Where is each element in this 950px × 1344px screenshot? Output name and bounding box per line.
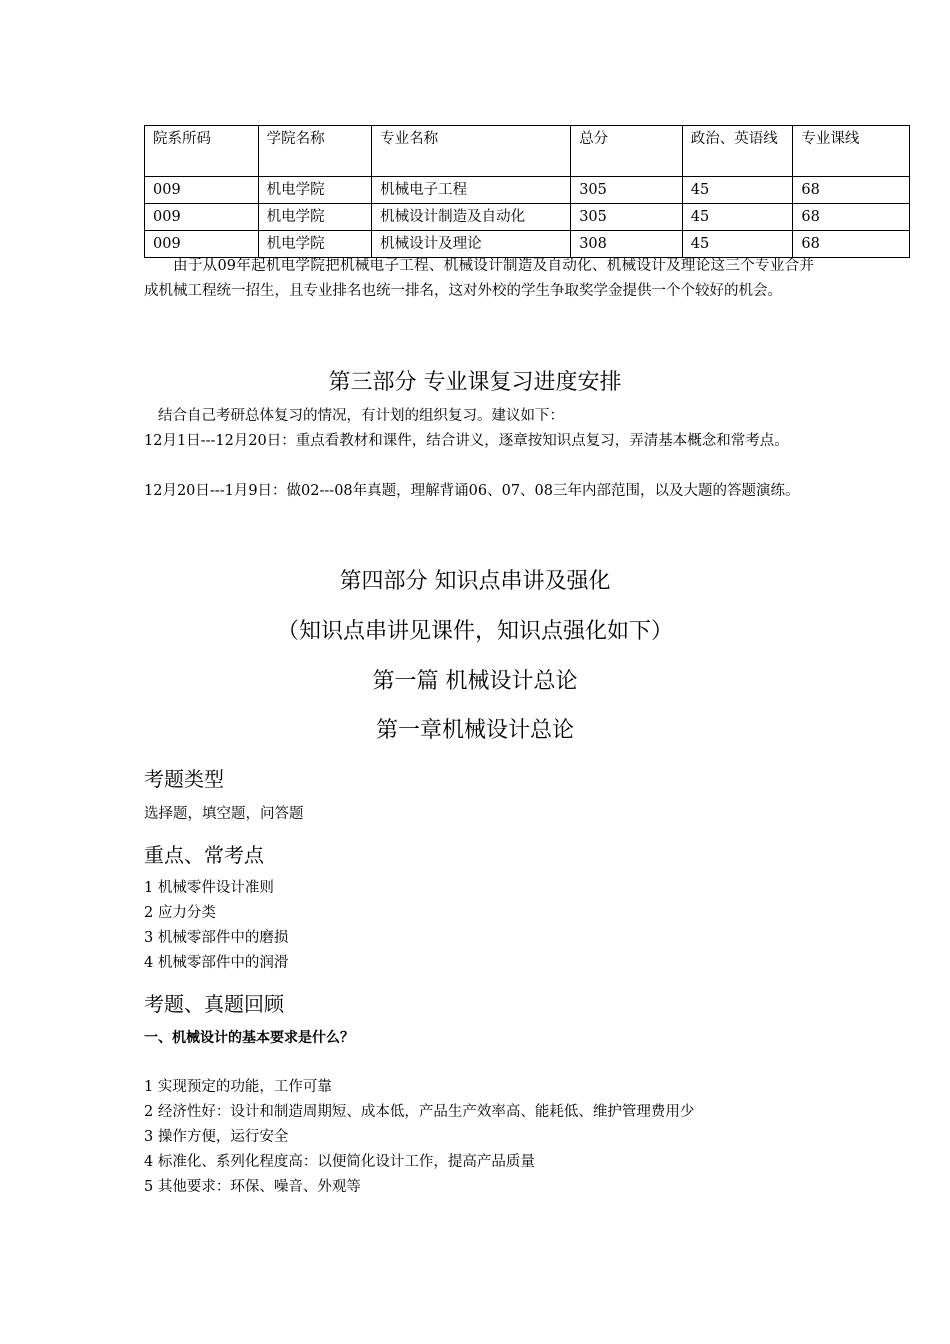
list-item: 2 应力分类 [144,905,216,921]
table-cell: 机电学院 [258,204,372,231]
part4-title: 第四部分 知识点串讲及强化 [339,569,611,594]
list-item: 5 其他要求：环保、噪音、外观等 [144,1179,361,1195]
table-header-cell: 院系所码 [145,126,259,177]
table-cell: 45 [682,204,793,231]
score-line-table [144,125,910,258]
key-points-heading: 重点、常考点 [144,843,264,867]
list-item: 1 实现预定的功能，工作可靠 [144,1079,332,1095]
table-row [145,204,910,231]
review-heading: 考题、真题回顾 [144,992,284,1016]
exam-types-text: 选择题，填空题，问答题 [144,806,304,822]
table-cell: 机械电子工程 [372,177,571,204]
list-item: 2 经济性好：设计和制造周期短、成本低，产品生产效率高、能耗低、维护管理费用少 [144,1104,695,1120]
table-cell: 45 [682,177,793,204]
table-cell: 009 [145,204,259,231]
schedule-item-2: 12月20日---1月9日：做02---08年真题，理解背诵06、07、08三年内部范围，以及大题的答题演练。 [144,483,800,499]
table-header-cell: 专业课线 [793,126,910,177]
table-row [145,177,910,204]
table-cell: 305 [571,177,683,204]
table-cell: 308 [571,231,683,258]
list-item: 4 标准化、系列化程度高：以便简化设计工作，提高产品质量 [144,1154,535,1170]
table-cell: 009 [145,231,259,258]
part3-title: 第三部分 专业课复习进度安排 [328,370,622,395]
part3-intro: 结合自己考研总体复习的情况，有计划的组织复习。建议如下： [158,408,564,424]
table-cell: 68 [793,177,910,204]
list-item: 3 操作方便，运行安全 [144,1129,289,1145]
table-header-cell: 政治、英语线 [682,126,793,177]
schedule-item-1: 12月1日---12月20日：重点看教材和课件，结合讲义，逐章按知识点复习，弄清基本概念和常考点。 [144,433,789,449]
table-header-cell: 专业名称 [372,126,571,177]
table-cell: 68 [793,204,910,231]
table-cell: 45 [682,231,793,258]
table-cell: 68 [793,231,910,258]
chapter-title: 第一章机械设计总论 [375,718,574,743]
table-header-cell: 学院名称 [258,126,372,177]
list-item: 1 机械零件设计准则 [144,880,274,896]
table-cell: 机电学院 [258,231,372,258]
table-header-row [145,126,910,177]
table-cell: 机电学院 [258,177,372,204]
list-item: 3 机械零部件中的磨损 [144,930,289,946]
intro-paragraph: 由于从09年起机电学院把机械电子工程、机械设计制造及自动化、机械设计及理论这三个专业合并成机械工程统一招生，且专业排名也统一排名，这对外校的学生争取奖学金提供一个个较好的机会。 [144,258,814,299]
review-question: 一、机械设计的基本要求是什么？ [144,1030,354,1046]
table-cell: 机械设计制造及自动化 [372,204,571,231]
exam-types-heading: 考题类型 [144,767,224,791]
part4-subtitle: （知识点串讲见课件，知识点强化如下） [276,619,673,644]
table-cell: 机械设计及理论 [372,231,571,258]
table-cell: 305 [571,204,683,231]
section-title: 第一篇 机械设计总论 [372,669,578,694]
table-header-cell: 总分 [571,126,683,177]
list-item: 4 机械零部件中的润滑 [144,955,289,971]
table-cell: 009 [145,177,259,204]
